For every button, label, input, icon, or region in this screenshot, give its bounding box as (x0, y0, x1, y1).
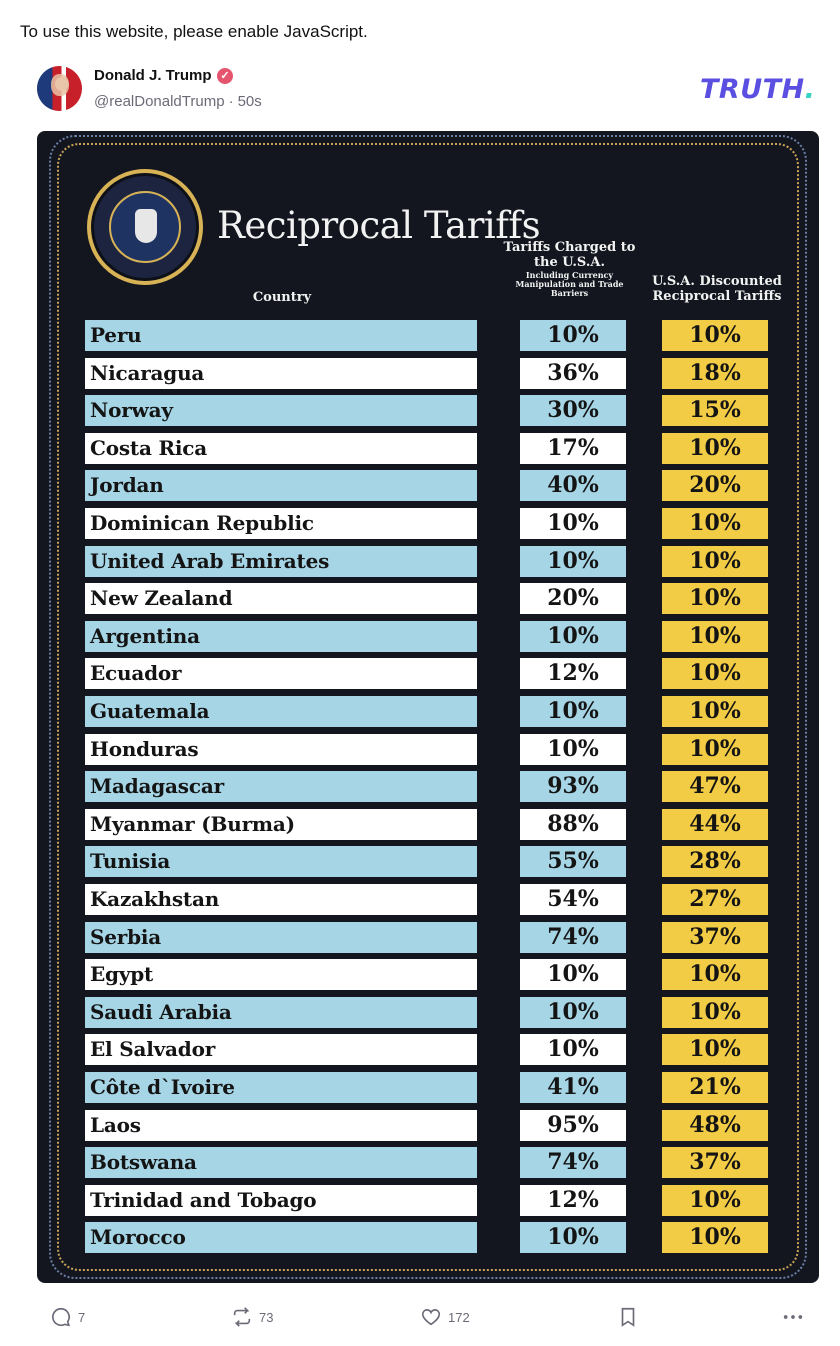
charged-tariff-cell: 10% (520, 1222, 626, 1253)
reply-button[interactable] (50, 1300, 85, 1334)
more-icon (782, 1306, 804, 1328)
table-row (37, 395, 819, 429)
reciprocal-tariff-cell: 10% (662, 1222, 768, 1253)
country-cell: Madagascar (85, 771, 477, 802)
charged-tariff-cell: 41% (520, 1072, 626, 1103)
charged-tariff-cell: 17% (520, 433, 626, 464)
repost-icon (231, 1306, 253, 1328)
table-row (37, 658, 819, 692)
charged-tariff-cell: 93% (520, 771, 626, 802)
verified-badge-icon: ✓ (217, 68, 233, 84)
image-title: Reciprocal Tariffs (217, 204, 541, 247)
table-row (37, 884, 819, 918)
table-row (37, 809, 819, 843)
charged-tariff-cell: 12% (520, 658, 626, 689)
reciprocal-tariff-cell: 37% (662, 922, 768, 953)
reply-count: 7 (78, 1309, 86, 1325)
reciprocal-tariff-cell: 18% (662, 358, 768, 389)
reciprocal-tariff-cell: 10% (662, 433, 768, 464)
charged-tariff-cell: 10% (520, 621, 626, 652)
table-row (37, 922, 819, 956)
reciprocal-tariff-cell: 10% (662, 734, 768, 765)
bookmark-button[interactable] (617, 1300, 645, 1334)
charged-tariff-cell: 20% (520, 583, 626, 614)
reciprocal-tariff-cell: 44% (662, 809, 768, 840)
avatar[interactable] (37, 66, 82, 111)
reciprocal-tariff-cell: 10% (662, 1034, 768, 1065)
reciprocal-tariff-cell: 10% (662, 997, 768, 1028)
author-handle[interactable]: @realDonaldTrump (94, 93, 225, 110)
table-row (37, 696, 819, 730)
country-cell: Botswana (85, 1147, 477, 1178)
country-cell: Saudi Arabia (85, 997, 477, 1028)
table-row (37, 358, 819, 392)
charged-tariff-cell: 10% (520, 959, 626, 990)
table-row (37, 546, 819, 580)
comment-icon (50, 1306, 72, 1328)
reciprocal-tariff-cell: 48% (662, 1110, 768, 1141)
truth-logo[interactable]: TRUTH. (700, 74, 816, 105)
column-header-charged-note: Including Currency Manipulation and Trade Barriers (515, 270, 624, 298)
more-options-button[interactable] (782, 1300, 810, 1334)
charged-tariff-cell: 54% (520, 884, 626, 915)
charged-tariff-cell: 10% (520, 320, 626, 351)
reciprocal-tariff-cell: 15% (662, 395, 768, 426)
heart-icon (420, 1306, 442, 1328)
like-count: 172 (448, 1309, 470, 1325)
bookmark-icon (617, 1306, 639, 1328)
reciprocal-tariff-cell: 27% (662, 884, 768, 915)
country-cell: Nicaragua (85, 358, 477, 389)
country-cell: Norway (85, 395, 477, 426)
table-row (37, 470, 819, 504)
country-cell: Guatemala (85, 696, 477, 727)
table-row (37, 997, 819, 1031)
post-action-bar (0, 1300, 840, 1334)
reciprocal-tariff-cell: 10% (662, 959, 768, 990)
post-time[interactable]: 50s (237, 93, 262, 110)
table-row (37, 320, 819, 354)
charged-tariff-cell: 10% (520, 696, 626, 727)
table-row (37, 734, 819, 768)
charged-tariff-cell: 74% (520, 1147, 626, 1178)
reciprocal-tariff-cell: 21% (662, 1072, 768, 1103)
reciprocal-tariff-cell: 10% (662, 546, 768, 577)
table-row (37, 1072, 819, 1106)
country-cell: Dominican Republic (85, 508, 477, 539)
country-cell: Ecuador (85, 658, 477, 689)
country-cell: Côte d`Ivoire (85, 1072, 477, 1103)
country-cell: United Arab Emirates (85, 546, 477, 577)
table-row (37, 508, 819, 542)
charged-tariff-cell: 10% (520, 997, 626, 1028)
country-cell: Myanmar (Burma) (85, 809, 477, 840)
reciprocal-tariff-cell: 10% (662, 621, 768, 652)
country-cell: Costa Rica (85, 433, 477, 464)
country-cell: Peru (85, 320, 477, 351)
country-cell: Honduras (85, 734, 477, 765)
country-cell: Argentina (85, 621, 477, 652)
country-cell: Serbia (85, 922, 477, 953)
retruth-count: 73 (259, 1309, 274, 1325)
table-row (37, 846, 819, 880)
charged-tariff-cell: 10% (520, 734, 626, 765)
javascript-notice: To use this website, please enable JavaScript. (20, 22, 368, 41)
column-header-charged: Tariffs Charged to the U.S.A. Including Currency Manipulation and Trade Barriers (503, 240, 636, 298)
country-cell: Laos (85, 1110, 477, 1141)
column-header-country: Country (252, 290, 312, 305)
country-cell: Tunisia (85, 846, 477, 877)
country-cell: Kazakhstan (85, 884, 477, 915)
tariff-table (37, 131, 819, 1283)
charged-tariff-cell: 10% (520, 1034, 626, 1065)
retruth-button[interactable] (231, 1300, 273, 1334)
country-cell: Morocco (85, 1222, 477, 1253)
country-cell: Trinidad and Tobago (85, 1185, 477, 1216)
reciprocal-tariff-cell: 10% (662, 696, 768, 727)
charged-tariff-cell: 40% (520, 470, 626, 501)
reciprocal-tariff-cell: 47% (662, 771, 768, 802)
table-row (37, 1110, 819, 1144)
reciprocal-tariff-cell: 10% (662, 1185, 768, 1216)
table-row (37, 1034, 819, 1068)
reciprocal-tariff-cell: 10% (662, 508, 768, 539)
charged-tariff-cell: 10% (520, 508, 626, 539)
reciprocal-tariff-cell: 28% (662, 846, 768, 877)
column-header-discount: U.S.A. Discounted Reciprocal Tariffs (652, 274, 782, 304)
table-row (37, 1222, 819, 1256)
charged-tariff-cell: 30% (520, 395, 626, 426)
charged-tariff-cell: 10% (520, 546, 626, 577)
reciprocal-tariff-cell: 20% (662, 470, 768, 501)
country-cell: El Salvador (85, 1034, 477, 1065)
table-row (37, 1185, 819, 1219)
reciprocal-tariff-cell: 10% (662, 658, 768, 689)
reciprocal-tariff-cell: 10% (662, 583, 768, 614)
table-row (37, 583, 819, 617)
post-image[interactable] (37, 131, 819, 1283)
post-header (37, 66, 819, 116)
charged-tariff-cell: 55% (520, 846, 626, 877)
charged-tariff-cell: 88% (520, 809, 626, 840)
author-handle-line: @realDonaldTrump · 50s (94, 93, 262, 110)
like-button[interactable] (420, 1300, 470, 1334)
reciprocal-tariff-cell: 37% (662, 1147, 768, 1178)
charged-tariff-cell: 36% (520, 358, 626, 389)
table-row (37, 621, 819, 655)
country-cell: Jordan (85, 470, 477, 501)
country-cell: Egypt (85, 959, 477, 990)
charged-tariff-cell: 74% (520, 922, 626, 953)
charged-tariff-cell: 95% (520, 1110, 626, 1141)
reciprocal-tariff-cell: 10% (662, 320, 768, 351)
table-row (37, 1147, 819, 1181)
author-name[interactable]: Donald J. Trump (94, 67, 212, 84)
table-row (37, 959, 819, 993)
table-row (37, 433, 819, 467)
country-cell: New Zealand (85, 583, 477, 614)
charged-tariff-cell: 12% (520, 1185, 626, 1216)
table-row (37, 771, 819, 805)
